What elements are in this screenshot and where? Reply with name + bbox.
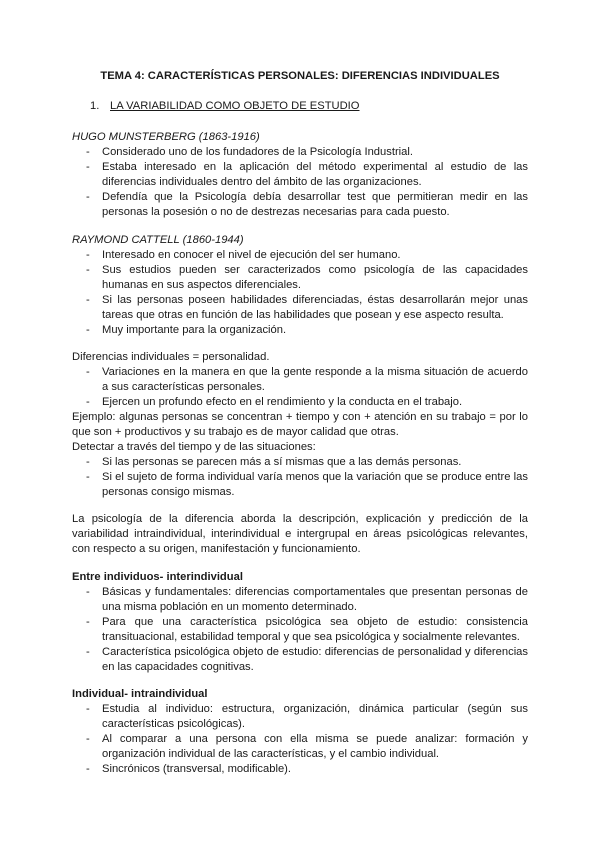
list-item: - Estudia al individuo: estructura, organización, dinámica particular (según sus características psicológicas). bbox=[86, 702, 528, 732]
list-item: - Sus estudios pueden ser caracterizados como psicología de las capacidades humanas en sus aspectos diferenciales. bbox=[86, 263, 528, 293]
munsterberg-block bbox=[72, 130, 528, 220]
interindividual-block bbox=[72, 570, 528, 675]
interindividual-heading: Entre individuos- interindividual bbox=[72, 571, 243, 583]
intraindividual-list bbox=[86, 702, 528, 777]
interindividual-list bbox=[86, 585, 528, 675]
cattell-list bbox=[86, 248, 528, 338]
ejemplo-text: Ejemplo: algunas personas se concentran + tiempo y con + atención en su trabajo = por lo que son + productivos y su trabajo es de mayor calidad que otras. bbox=[72, 411, 528, 438]
list-item: - Ejercen un profundo efecto en el rendimiento y la conducta en el trabajo. bbox=[86, 395, 528, 410]
list-item: - Variaciones en la manera en que la gente responde a la misma situación de acuerdo a sus características personales. bbox=[86, 365, 528, 395]
list-item: - Considerado uno de los fundadores de la Psicología Industrial. bbox=[86, 145, 528, 160]
cattell-block bbox=[72, 233, 528, 338]
list-item: - Si las personas poseen habilidades diferenciadas, éstas desarrollarán mejor unas tareas que otras en función de las habilidades que posean y ese aspecto resulta. bbox=[86, 293, 528, 323]
section-number: 1. bbox=[90, 100, 100, 112]
detectar-list bbox=[86, 455, 528, 500]
diferencias-list bbox=[86, 365, 528, 410]
author-cattell: RAYMOND CATTELL (1860-1944) bbox=[72, 234, 244, 246]
detectar-text: Detectar a través del tiempo y de las situaciones: bbox=[72, 441, 316, 453]
diferencias-block bbox=[72, 350, 528, 500]
diferencias-intro: Diferencias individuales = personalidad. bbox=[72, 351, 270, 363]
list-item: - Estaba interesado en la aplicación del método experimental al estudio de las diferencias individuales dentro del ámbito de las organizaciones. bbox=[86, 160, 528, 190]
munsterberg-list bbox=[86, 145, 528, 220]
list-item: - Si las personas se parecen más a sí mismas que a las demás personas. bbox=[86, 455, 528, 470]
list-item: - Básicas y fundamentales: diferencias comportamentales que presentan personas de una misma población en un momento determinado. bbox=[86, 585, 528, 615]
intraindividual-block bbox=[72, 687, 528, 777]
list-item: - Para que una característica psicológica sea objeto de estudio: consistencia transituacional, estabilidad temporal y que sea psicológica y socialmente relevantes. bbox=[86, 615, 528, 645]
list-item: - Interesado en conocer el nivel de ejecución del ser humano. bbox=[86, 248, 528, 263]
author-munsterberg: HUGO MUNSTERBERG (1863-1916) bbox=[72, 131, 260, 143]
list-item: - Sincrónicos (transversal, modificable). bbox=[86, 762, 528, 777]
section-heading bbox=[90, 100, 360, 112]
list-item: - Al comparar a una persona con ella misma se puede analizar: formación y organización individual de las características, y el cambio individual. bbox=[86, 732, 528, 762]
list-item: - Defendía que la Psicología debía desarrollar test que permitieran medir en las personas la posesión o no de destrezas necesarias para cada puesto. bbox=[86, 190, 528, 220]
psicologia-paragraph: La psicología de la diferencia aborda la descripción, explicación y predicción de la variabilidad intraindividual, interindividual e intergrupal en áreas psicológicas relevantes, con respecto a su origen, manifestación y funcionamiento. bbox=[72, 513, 528, 555]
section-title: LA VARIABILIDAD COMO OBJETO DE ESTUDIO bbox=[110, 100, 360, 112]
list-item: - Si el sujeto de forma individual varía menos que la variación que se produce entre las personas consigo mismas. bbox=[86, 470, 528, 500]
list-item: - Muy importante para la organización. bbox=[86, 323, 528, 338]
intraindividual-heading: Individual- intraindividual bbox=[72, 688, 208, 700]
list-item: - Característica psicológica objeto de estudio: diferencias de personalidad y diferencias en las capacidades cognitivas. bbox=[86, 645, 528, 675]
document-title: TEMA 4: CARACTERÍSTICAS PERSONALES: DIFERENCIAS INDIVIDUALES bbox=[100, 70, 500, 82]
